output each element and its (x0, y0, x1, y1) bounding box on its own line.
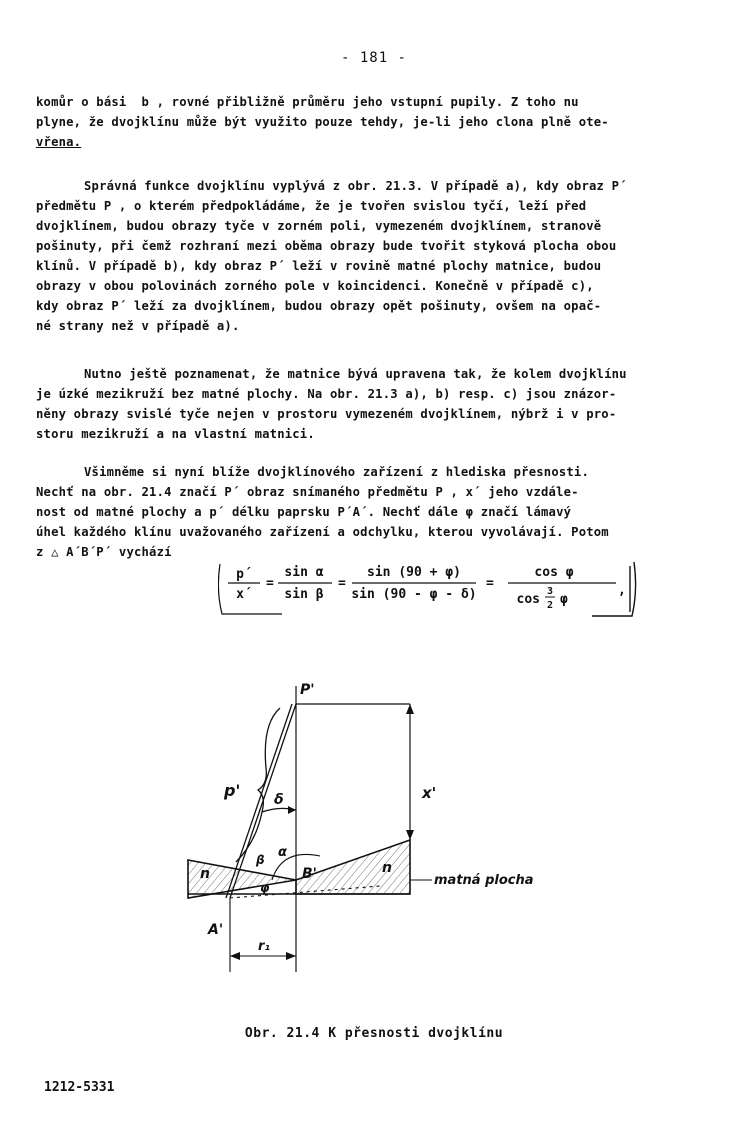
svg-text:,: , (618, 583, 626, 598)
term3-numerator: sin (90 + φ) (367, 565, 461, 580)
equals-sign: = (266, 576, 274, 591)
term2-denominator: sin β (284, 587, 324, 602)
text-line: úhel každého klínu uvažovaného zařízení a odchylku, kterou vyvolávají. Potom (36, 525, 609, 539)
text-line: nost od matné plochy a p´ délku paprsku P´A´. Nechť dále φ značí lámavý (36, 505, 572, 519)
label-n-right: n (382, 860, 392, 876)
term2-numerator: sin α (284, 565, 324, 580)
label-delta: δ (274, 792, 284, 808)
text-line: pošinuty, při čemž rozhraní mezi oběma obrazy bude tvořit styková plocha obou (36, 239, 617, 253)
paragraph-4 (36, 462, 716, 562)
text-line: Nutno ještě poznamenat, že matnice bývá upravena tak, že kolem dvojklínu (84, 367, 627, 381)
figure-21-4 (170, 672, 550, 972)
label-alpha: α (278, 845, 287, 860)
equals-sign: = (338, 576, 346, 591)
text-line: vřena. (36, 135, 82, 149)
text-line: klínů. V případě b), kdy obraz P´ leží v rovině matné plochy matnice, budou (36, 259, 602, 273)
text-line: plyne, že dvojklínu může být využito pouze tehdy, je-li jeho clona plně ote- (36, 115, 609, 129)
text-line: obrazy v obou polovinách zorného pole v koincidenci. Konečně v případě c), (36, 279, 594, 293)
text-line: je úzké mezikruží bez matné plochy. Na obr. 21.3 a), b) resp. c) jsou znázor- (36, 387, 617, 401)
lhs-denominator: x´ (236, 587, 252, 602)
text-line: storu mezikruží a na vlastní matnici. (36, 427, 315, 441)
text-line: z △ A´B´P´ vychází (36, 545, 172, 559)
label-r1: r₁ (258, 939, 271, 954)
paragraph-2 (36, 176, 716, 336)
label-phi: φ (260, 881, 270, 895)
term4-numerator: cos φ (534, 565, 574, 580)
page-number: - 181 - (340, 50, 407, 66)
term4-denominator-cos: cos (516, 592, 540, 607)
text-line: Nechť na obr. 21.4 značí P´ obraz snímaného předmětu P , x´ jeho vzdále- (36, 485, 579, 499)
label-matna-plocha: matná plocha (434, 873, 534, 888)
equals-sign: = (486, 576, 494, 591)
text-line: předmětu P , o kterém předpokládáme, že je tvořen svislou tyčí, leží před (36, 199, 587, 213)
label-B-prime: B' (302, 866, 317, 882)
text-line: Správná funkce dvojklínu vyplývá z obr. 21.3. V případě a), kdy obraz P´ (84, 179, 627, 193)
term4-fraction-numerator: 3 (546, 586, 554, 597)
term3-denominator: sin (90 - φ - δ) (351, 587, 477, 602)
text-line: dvojklínem, budou obrazy tyče v zorném poli, vymezeném dvojklínem, stranově (36, 219, 602, 233)
label-P-prime: P' (300, 682, 315, 698)
lhs-numerator: p´ (236, 567, 252, 582)
text-line: né strany než v případě a). (36, 319, 240, 333)
formula (218, 560, 658, 618)
text-line: něny obrazy svislé tyče nejen v prostoru vymezeném dvojklínem, nýbrž i v pro- (36, 407, 617, 421)
term4-denominator-phi: φ (560, 592, 568, 607)
document-number: 1212-5331 (44, 1080, 115, 1095)
label-beta: β (256, 853, 265, 867)
label-n-left: n (200, 866, 210, 882)
text-line: Všimněme si nyní blíže dvojklínového zařízení z hlediska přesnosti. (84, 465, 590, 479)
term4-fraction-denominator: 2 (546, 600, 554, 611)
paragraph-1 (36, 92, 716, 152)
paragraph-3 (36, 364, 716, 444)
label-x-prime: x' (422, 784, 437, 802)
label-A-prime: A' (208, 922, 224, 938)
figure-caption: Obr. 21.4 K přesnosti dvojklínu (244, 1026, 504, 1041)
label-p-prime: p' (224, 781, 241, 800)
text-line: kdy obraz P´ leží za dvojklínem, budou obrazy opět pošinuty, ovšem na opač- (36, 299, 602, 313)
text-line: komůr o bási b , rovné přibližně průměru jeho vstupní pupily. Z toho nu (36, 95, 579, 109)
